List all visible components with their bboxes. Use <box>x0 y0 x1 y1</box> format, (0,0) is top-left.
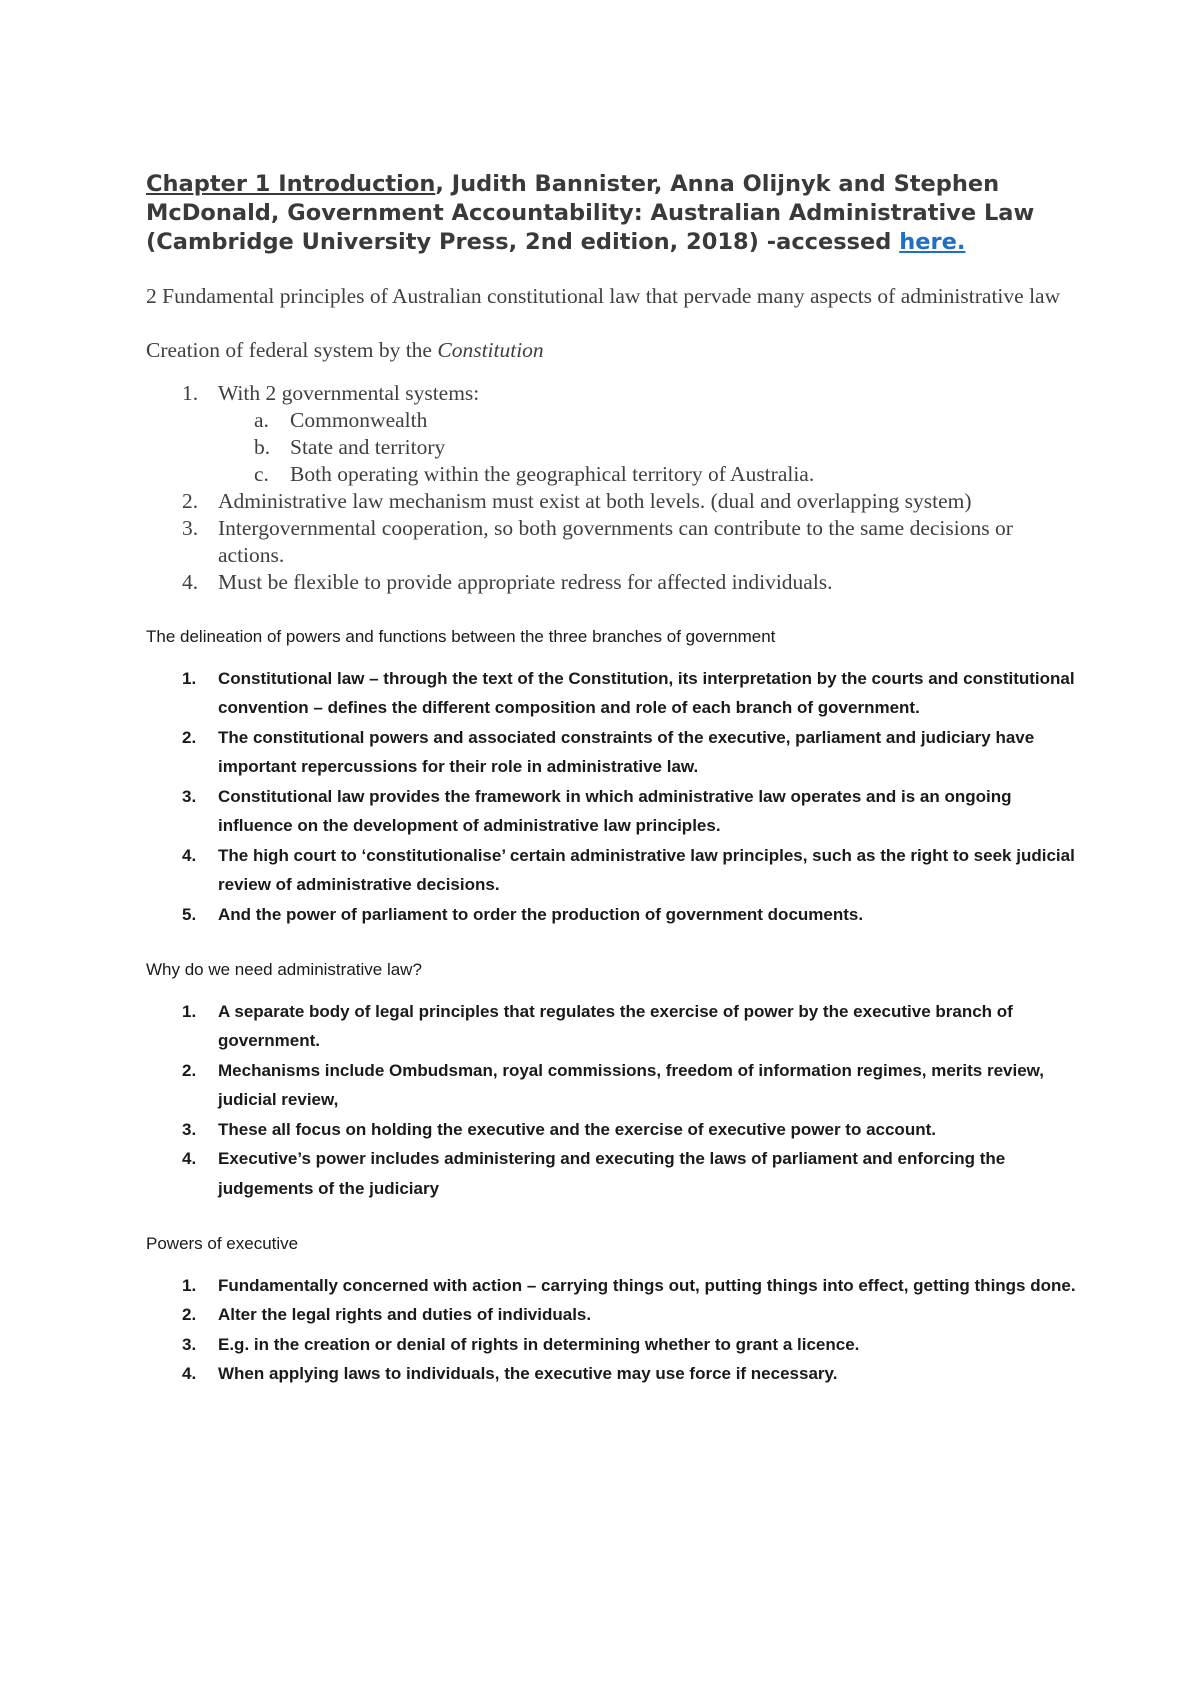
why-list <box>146 997 1076 1204</box>
list-item: 4. Must be flexible to provide appropriate redress for affected individuals. <box>182 570 833 594</box>
list-item: 1. A separate body of legal principles that regulates the exercise of power by the executive branch of government. <box>182 1001 1013 1050</box>
branches-section <box>146 622 1076 929</box>
list-item: 4. Executive’s power includes administering and executing the laws of parliament and enforcing the judgements of the judiciary <box>182 1149 1006 1198</box>
list-item: c. Both operating within the geographical territory of Australia. <box>254 462 815 486</box>
constitution-italic: Constitution <box>437 338 544 362</box>
list-item: 3. Constitutional law provides the framework in which administrative law operates and is an ongoing influence on the development of administrative law principles. <box>182 786 1012 835</box>
list-item: 2. The constitutional powers and associated constraints of the executive, parliament and judiciary have important repercussions for their role in administrative law. <box>182 727 1035 776</box>
why-section <box>146 955 1076 1203</box>
list-item: 2. Mechanisms include Ombudsman, royal commissions, freedom of information regimes, merits review, judicial review, <box>182 1060 1044 1109</box>
executive-section <box>146 1229 1076 1389</box>
intro-paragraph: 2 Fundamental principles of Australian constitutional law that pervade many aspects of administrative law <box>146 284 1061 308</box>
section-heading: Powers of executive <box>146 1234 299 1253</box>
list-item: b. State and territory <box>254 435 446 459</box>
title-chapter: Chapter 1 Introduction <box>146 171 436 197</box>
list-item: 5. And the power of parliament to order the production of government documents. <box>182 904 864 924</box>
federal-heading: Creation of federal system by the Constitution <box>146 338 544 362</box>
title-citation: , Judith Bannister, Anna Olijnyk and Stephen McDonald, Government Accountability: Australian Administrative Law (Cambridge University Press, 2nd edition, 2018) -accessed <box>146 171 1035 255</box>
list-item: 1. With 2 governmental systems: a. Commonwealth b. State and territory c. Both operating within the geographical territory of Australia. <box>146 380 1076 488</box>
list-item: 2. Alter the legal rights and duties of individuals. <box>182 1305 592 1324</box>
here-link[interactable]: here. <box>899 229 966 255</box>
list-item: 1. Constitutional law – through the text of the Constitution, its interpretation by the courts and constitutional convention – defines the different composition and role of each branch of government. <box>182 668 1075 717</box>
list-item: 4. When applying laws to individuals, the executive may use force if necessary. <box>182 1364 838 1383</box>
document-page <box>146 170 1076 1389</box>
executive-list <box>146 1271 1076 1389</box>
list-item: a. Commonwealth <box>254 408 428 432</box>
federal-section <box>146 283 1076 596</box>
list-item: 1. Fundamentally concerned with action – carrying things out, putting things into effect, getting things done. <box>182 1275 1076 1295</box>
list-item: 3. E.g. in the creation or denial of rights in determining whether to grant a licence. <box>182 1334 860 1354</box>
list-item: 2. Administrative law mechanism must exist at both levels. (dual and overlapping system) <box>182 489 972 513</box>
section-heading: Why do we need administrative law? <box>146 960 422 979</box>
federal-list <box>146 380 1076 596</box>
list-item: 3. These all focus on holding the executive and the exercise of executive power to account. <box>182 1119 936 1139</box>
federal-sublist <box>218 407 1076 488</box>
list-item: 3. Intergovernmental cooperation, so both governments can contribute to the same decisions or actions. <box>182 516 1013 567</box>
branches-list <box>146 664 1076 930</box>
document-title <box>146 170 1076 257</box>
section-heading: The delineation of powers and functions between the three branches of government <box>146 627 776 646</box>
list-item: 4. The high court to ‘constitutionalise’ certain administrative law principles, such as the right to seek judicial review of administrative decisions. <box>182 845 1075 894</box>
